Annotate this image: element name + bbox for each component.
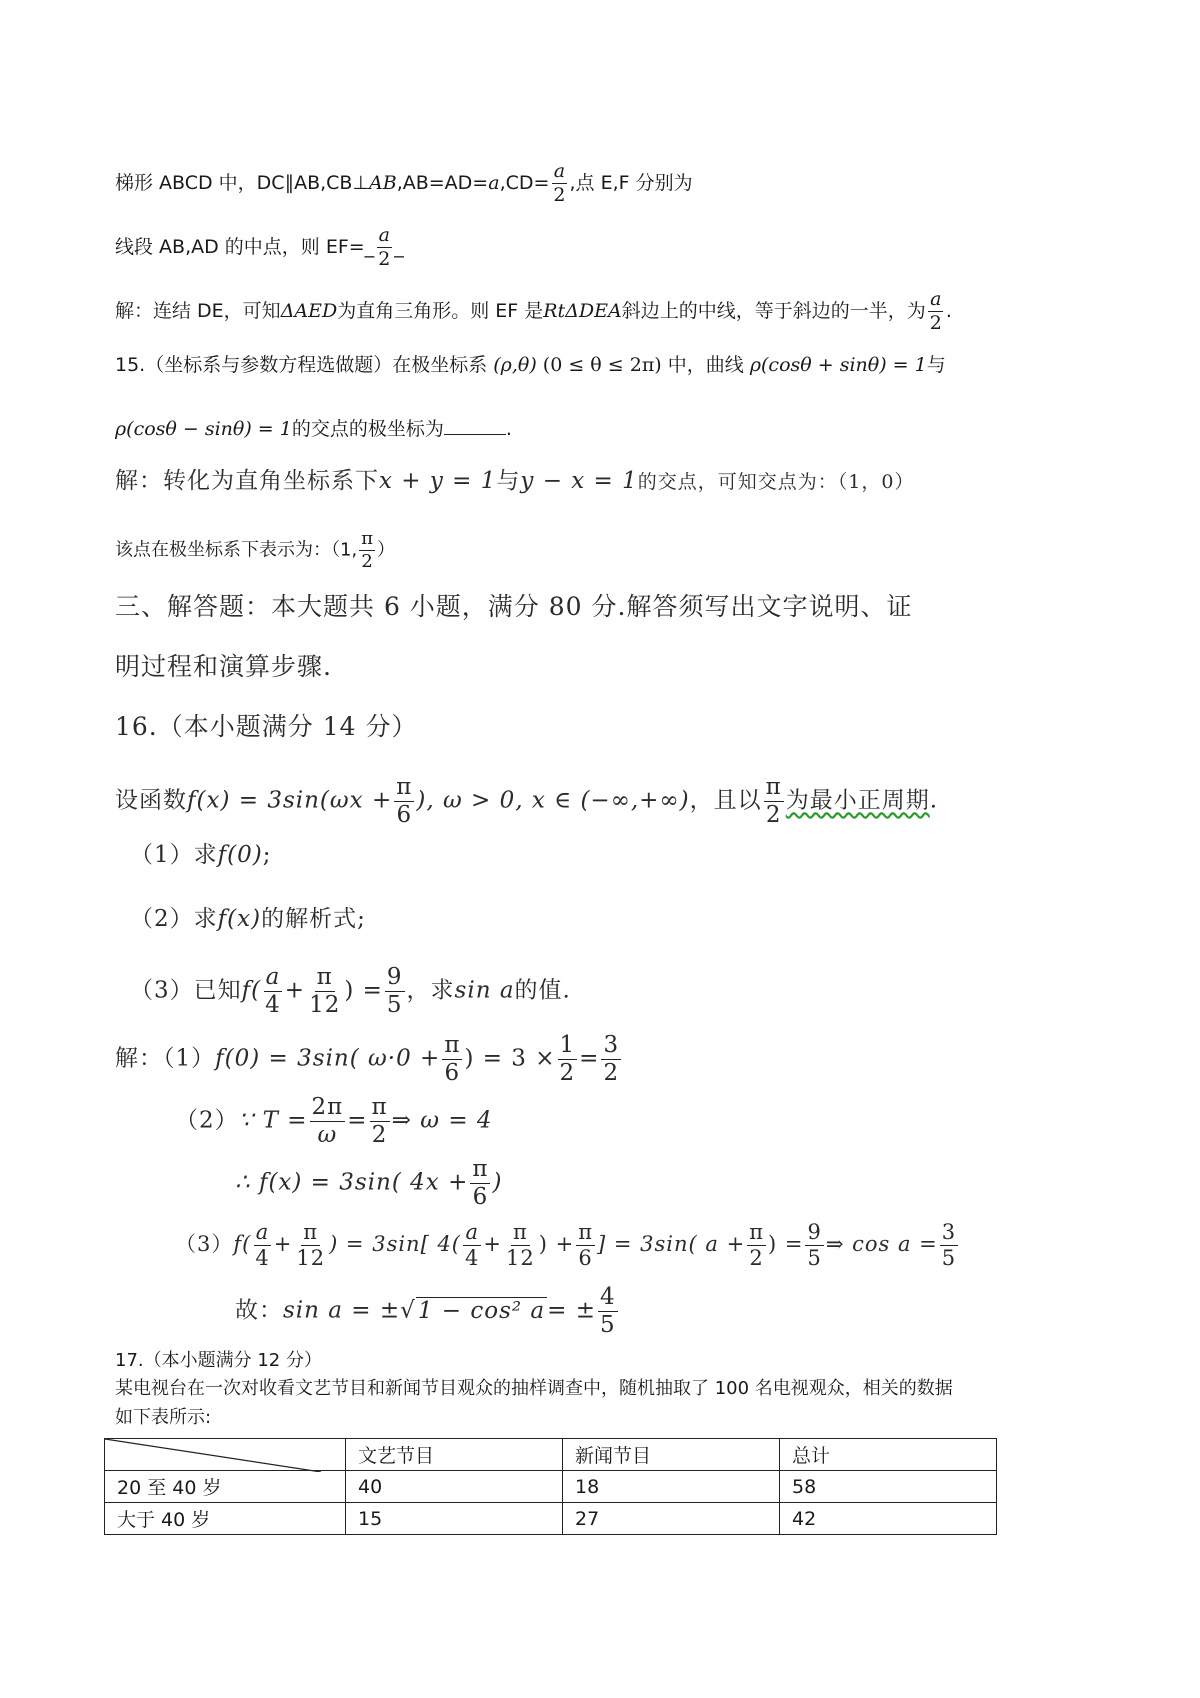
q16-solution-4: 故：sin a = ±√1 − cos² a= ± $\frac{4}{5}$ [235, 1284, 616, 1338]
math: ρ(cosθ − sinθ) = 1 [115, 418, 292, 440]
math: ∵ T = [238, 1107, 308, 1134]
q17-para-2: 如下表所示: [115, 1407, 212, 1428]
text: + [483, 1232, 502, 1256]
fraction: $\frac{\pi}{2}$ [361, 528, 374, 572]
text: + [284, 977, 306, 1004]
table-cell: 42 [780, 1503, 997, 1535]
q15-solution-2 [115, 530, 395, 571]
math: sin a = ± [283, 1297, 401, 1324]
answer-blank [444, 416, 506, 435]
text: ，且以 [689, 787, 762, 814]
q16-solution-2 [175, 1096, 493, 1147]
text: . [505, 418, 512, 440]
fraction: $\frac{a}{4}$ [255, 1220, 270, 1270]
table-header-row [105, 1439, 997, 1471]
math: f(x) = 3sin(ωx + [187, 787, 393, 814]
math: RtΔDEA [543, 300, 622, 322]
fraction: $\frac{3}{2}$ [603, 1032, 620, 1086]
text: ,AB=AD= [396, 172, 489, 194]
table-cell: 27 [563, 1503, 780, 1535]
text: 设函数 [115, 787, 187, 814]
math: 1 − cos² a [417, 1297, 546, 1324]
text: 解：转化为直角坐标系下 [115, 468, 379, 494]
q15-line-2 [115, 416, 512, 442]
text: = ± [547, 1297, 596, 1324]
text: 该点在极坐标系下表示为：（1, [115, 539, 358, 561]
q16-solution-1 [115, 1034, 623, 1085]
q15-solution-1 [115, 468, 914, 495]
q17-para-1: 某电视台在一次对收看文艺节目和新闻节目观众的抽样调查中，随机抽取了 100 名电视观众，相关的数据 [115, 1378, 953, 1399]
q17-title: 17.（本小题满分 12 分） [115, 1350, 322, 1371]
table-corner-cell [105, 1439, 346, 1471]
text: 为最小正周期 [785, 787, 930, 814]
math: ), ω > 0, x ∈ (−∞,+∞) [416, 787, 690, 814]
math: ) = 3sin[ 4( [329, 1232, 462, 1256]
text: 故： [235, 1297, 283, 1324]
math: ] = 3sin( a + [597, 1232, 746, 1256]
text: （2） [175, 1107, 239, 1134]
math: f(0) = 3sin( ω·0 + [215, 1045, 441, 1072]
math: x + y = 1 [379, 468, 497, 494]
text: . [945, 300, 952, 322]
table-cell: 20 至 40 岁 [105, 1471, 346, 1503]
text: 的解析式; [261, 906, 366, 932]
text: = [347, 1107, 368, 1134]
survey-table [104, 1438, 997, 1535]
trapezoid-line-1 [115, 162, 693, 205]
text: 与 [926, 354, 946, 376]
table-header-cell: 总计 [780, 1439, 997, 1471]
text: 的值. [514, 977, 571, 1004]
table-cell: 15 [346, 1503, 563, 1535]
math: y − x = 1 [520, 468, 638, 494]
q16-part-3 [130, 966, 571, 1017]
text: ) = [768, 1232, 804, 1256]
math: ⇒ ω = 4 [391, 1107, 493, 1134]
text: ,点 E,F 分别为 [569, 172, 693, 194]
table-header-cell: 新闻节目 [563, 1439, 780, 1471]
fraction: $\frac{a}{4}$ [265, 964, 281, 1018]
fraction: $\frac{a}{4}$ [465, 1220, 480, 1270]
text: = [579, 1045, 600, 1072]
math: ρ(cosθ + sinθ) = 1 [749, 354, 927, 376]
q16-part-2 [130, 906, 366, 932]
math: sin a [454, 977, 515, 1004]
math: a [488, 172, 500, 194]
text: （1）求 [130, 842, 218, 868]
text: . [929, 787, 939, 814]
fraction: $\frac{3}{5}$ [941, 1220, 957, 1270]
text: ） [377, 539, 396, 561]
trapezoid-line-2 [115, 226, 404, 269]
table-row [105, 1471, 997, 1503]
fraction: $\frac{\pi}{2}$ [765, 774, 782, 828]
trapezoid-solution [115, 290, 952, 333]
fraction: $\frac{\pi}{6}$ [444, 1032, 461, 1086]
q16-stem [115, 776, 938, 827]
text: 梯形 ABCD 中，DC∥AB,CB⊥ [115, 172, 369, 194]
section3-line-1: 三、解答题：本大题共 6 小题，满分 80 分.解答须写出文字说明、证 [115, 592, 913, 621]
text: 解：连结 DE，可知 [115, 300, 281, 322]
diagonal-line [105, 1439, 321, 1472]
section3-line-2: 明过程和演算步骤. [115, 652, 332, 681]
q16-solution-2b [235, 1158, 502, 1209]
math: f(0) [217, 842, 263, 868]
fraction: $\frac{\pi}{2}$ [749, 1220, 765, 1270]
table-cell: 18 [563, 1471, 780, 1503]
fraction: $\frac{\pi}{6}$ [578, 1220, 594, 1270]
text: 的交点的极坐标为 [291, 418, 444, 440]
text: （3） [175, 1232, 234, 1256]
table-cell: 大于 40 岁 [105, 1503, 346, 1535]
fraction: $\frac{4}{5}$ [600, 1284, 616, 1338]
q16-solution-3 [175, 1222, 960, 1269]
fraction: $\frac{\pi}{12}$ [309, 964, 341, 1018]
text: + [273, 1232, 293, 1256]
text: 15.（坐标系与参数方程选做题）在极坐标系 [115, 354, 488, 376]
math: (ρ,θ) [493, 354, 537, 376]
math: f( [241, 977, 262, 1004]
text: 线段 AB,AD 的中点，则 EF=_ [115, 236, 375, 258]
math: ΔAED [280, 300, 338, 322]
q16-part-1 [130, 842, 271, 868]
text: ,CD= [499, 172, 550, 194]
text: 中，曲线 [667, 354, 744, 376]
math: (0 ≤ θ ≤ 2π) [542, 354, 662, 376]
text: 为直角三角形。则 EF 是 [337, 300, 544, 322]
table-row [105, 1503, 997, 1535]
fraction: $\frac{\pi}{6}$ [396, 774, 413, 828]
text: ) = [344, 977, 383, 1004]
math: f( [233, 1232, 252, 1256]
table-cell: 58 [780, 1471, 997, 1503]
text: ; [262, 842, 272, 868]
fraction: $\frac{\pi}{2}$ [371, 1094, 388, 1148]
fraction: $\frac{a}{2}$ [929, 288, 942, 334]
text: （2）求 [130, 906, 218, 932]
text: _ [394, 236, 404, 258]
fraction: $\frac{1}{2}$ [559, 1032, 576, 1086]
text: 与 [496, 468, 521, 494]
q15-line-1 [115, 352, 946, 378]
table-header-cell: 文艺节目 [346, 1439, 563, 1471]
math: ∴ f(x) = 3sin( 4x + [235, 1169, 469, 1196]
math: AB [369, 172, 397, 194]
table-cell: 40 [346, 1471, 563, 1503]
text: 解：（1） [115, 1045, 216, 1072]
text: （3）已知 [130, 977, 242, 1004]
fraction: $\frac{9}{5}$ [386, 964, 403, 1018]
text: 的交点，可知交点为：（1，0） [637, 471, 915, 493]
text: ，求 [406, 977, 455, 1004]
text: ) + [538, 1232, 575, 1256]
q16-title: 16.（本小题满分 14 分） [115, 712, 418, 741]
math: f(x) [217, 906, 262, 932]
math: ) [492, 1169, 503, 1196]
fraction: $\frac{\pi}{12}$ [506, 1220, 535, 1270]
fraction: $\frac{2\pi}{\omega}$ [311, 1094, 344, 1148]
fraction: $\frac{a}{2}$ [553, 160, 566, 206]
fraction: $\frac{\pi}{6}$ [472, 1156, 489, 1210]
fraction: $\frac{\pi}{12}$ [296, 1220, 326, 1270]
text: 斜边上的中线，等于斜边的一半，为 [621, 300, 926, 322]
fraction: $\frac{9}{5}$ [807, 1220, 822, 1270]
math: ⇒ cos a = [825, 1232, 938, 1256]
text: ) = 3 × [464, 1045, 556, 1072]
fraction: $\frac{a}{2}$ [378, 224, 391, 270]
